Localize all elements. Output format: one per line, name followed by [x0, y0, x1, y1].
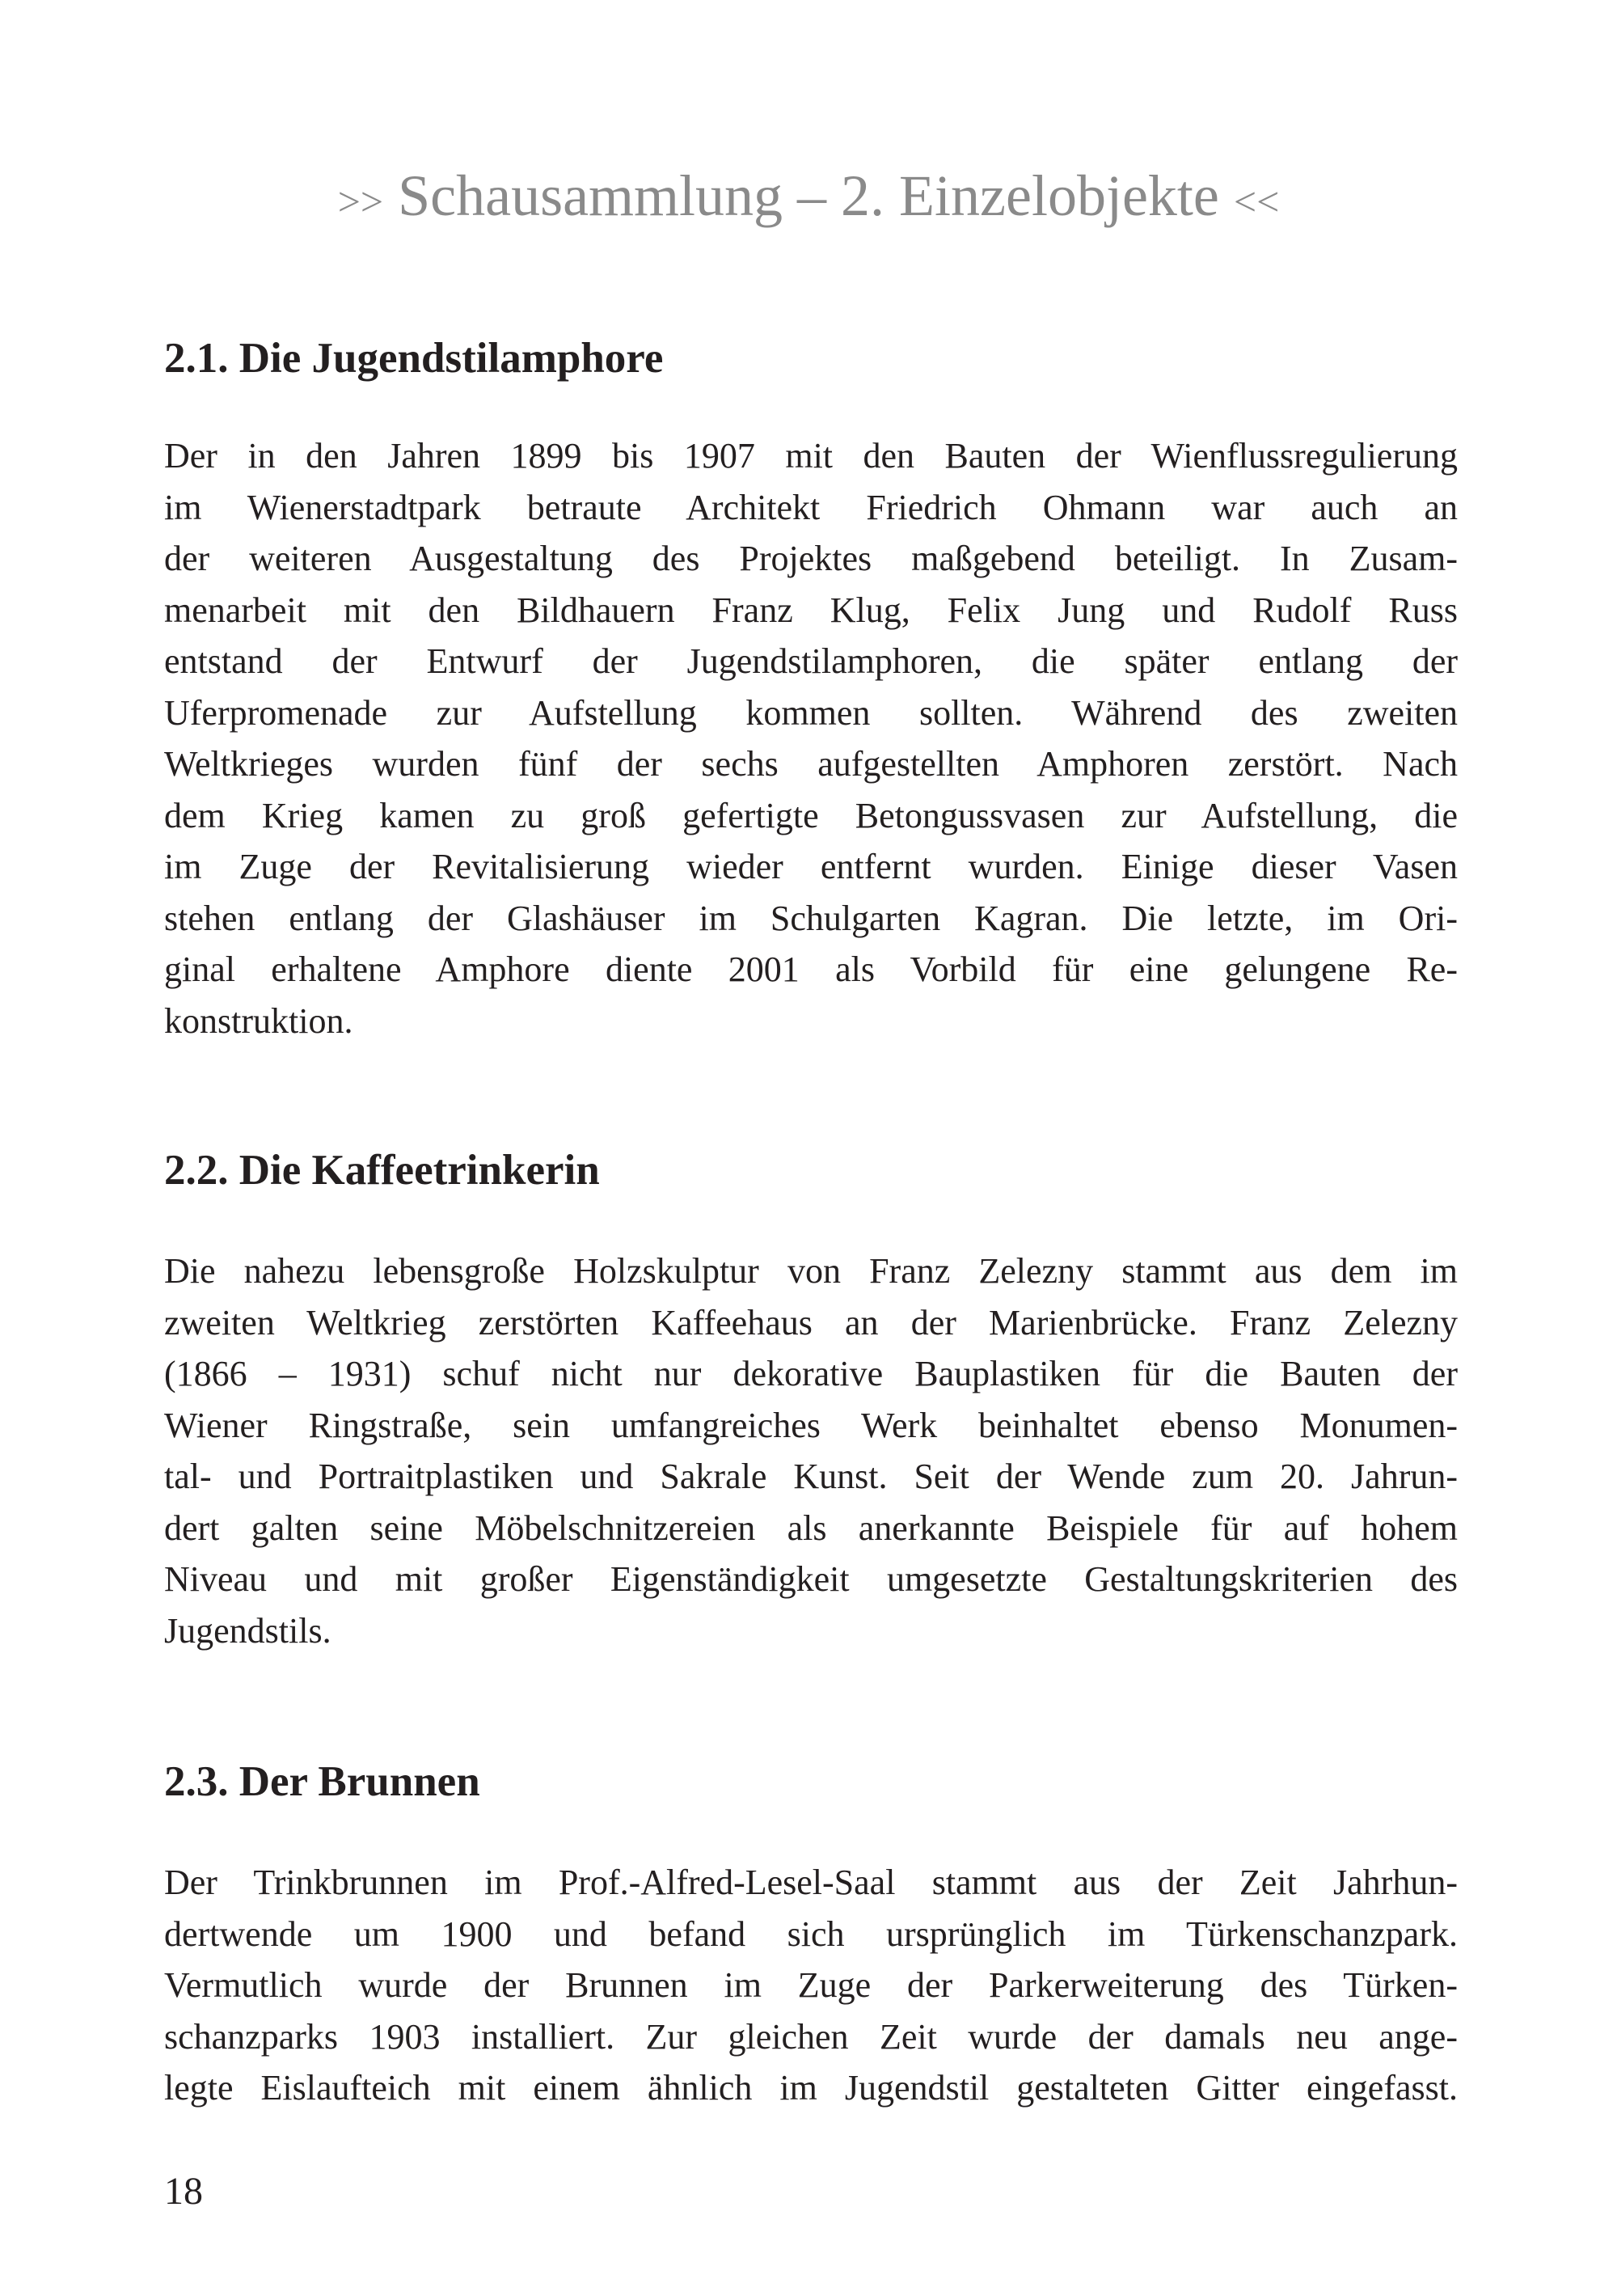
text-line: Weltkrieges wurden fünf der sechs aufgestellten Amphoren zerstört. Nach: [164, 744, 1458, 784]
text-line: dert galten seine Möbelschnitzereien als anerkannte Beispiele für auf hohem: [164, 1507, 1458, 1548]
text-line: Vermutlich wurde der Brunnen im Zuge der Parkerweiterung des Türken-: [164, 1965, 1458, 2005]
text-line: Der Trinkbrunnen im Prof.-Alfred-Lesel-Saal stammt aus der Zeit Jahrhun-: [164, 1863, 1458, 1902]
section-title-jugendstilamphore: 2.1. Die Jugendstilamphore: [164, 335, 664, 382]
text-line: Uferpromenade zur Aufstellung kommen sollten. Während des zweiten: [164, 692, 1458, 733]
text-line: zweiten Weltkrieg zerstörten Kaffeehaus an der Marienbrücke. Franz Zelezny: [164, 1302, 1458, 1343]
text-line: dem Krieg kamen zu groß gefertigte Betongussvasen zur Aufstellung, die: [164, 795, 1458, 835]
section-body-jugendstilamphore: [164, 430, 1458, 1047]
text-line: Der in den Jahren 1899 bis 1907 mit den Bauten der Wienflussregulierung: [164, 436, 1458, 476]
text-line: tal- und Portraitplastiken und Sakrale Kunst. Seit der Wende zum 20. Jahrun-: [164, 1457, 1458, 1496]
text-line: (1866 – 1931) schuf nicht nur dekorative Bauplastiken für die Bauten der: [164, 1354, 1458, 1393]
running-head-prefix: >>: [337, 179, 384, 224]
section-body-kaffeetrinkerin: [164, 1245, 1458, 1656]
running-head-title: Schausammlung – 2. Einzelobjekte: [398, 163, 1219, 228]
text-line: Wiener Ringstraße, sein umfangreiches Werk beinhaltet ebenso Monumen-: [164, 1405, 1458, 1445]
text-line: im Zuge der Revitalisierung wieder entfernt wurden. Einige dieser Vasen: [164, 847, 1458, 886]
section-title-brunnen: 2.3. Der Brunnen: [164, 1758, 480, 1805]
text-line: Die nahezu lebensgroße Holzskulptur von Franz Zelezny stammt aus dem im: [164, 1251, 1458, 1291]
text-line: konstruktion.: [164, 1000, 353, 1041]
running-head: [0, 155, 1617, 242]
text-line: der weiteren Ausgestaltung des Projektes maßgebend beteiligt. In Zusam-: [164, 539, 1458, 578]
text-line: im Wienerstadtpark betraute Architekt Friedrich Ohmann war auch an: [164, 487, 1458, 527]
section-title-kaffeetrinkerin: 2.2. Die Kaffeetrinkerin: [164, 1147, 600, 1194]
text-line: ginal erhaltene Amphore diente 2001 als Vorbild für eine gelungene Re-: [164, 949, 1458, 989]
text-line: legte Eislaufteich mit einem ähnlich im Jugendstil gestalteten Gitter eingefasst.: [164, 2068, 1458, 2108]
page-number: 18: [164, 2170, 203, 2213]
text-line: Jugendstils.: [164, 1610, 331, 1651]
text-line: menarbeit mit den Bildhauern Franz Klug, Felix Jung und Rudolf Russ: [164, 590, 1458, 630]
running-head-suffix: <<: [1233, 179, 1280, 224]
text-line: schanzparks 1903 installiert. Zur gleichen Zeit wurde der damals neu ange-: [164, 2016, 1458, 2057]
text-line: dertwende um 1900 und befand sich ursprünglich im Türkenschanzpark.: [164, 1913, 1458, 1954]
text-line: Niveau und mit großer Eigenständigkeit umgesetzte Gestaltungskriterien des: [164, 1559, 1458, 1599]
section-body-brunnen: [164, 1857, 1458, 2114]
text-line: stehen entlang der Glashäuser im Schulgarten Kagran. Die letzte, im Ori-: [164, 898, 1458, 938]
text-line: entstand der Entwurf der Jugendstilamphoren, die später entlang der: [164, 641, 1458, 681]
